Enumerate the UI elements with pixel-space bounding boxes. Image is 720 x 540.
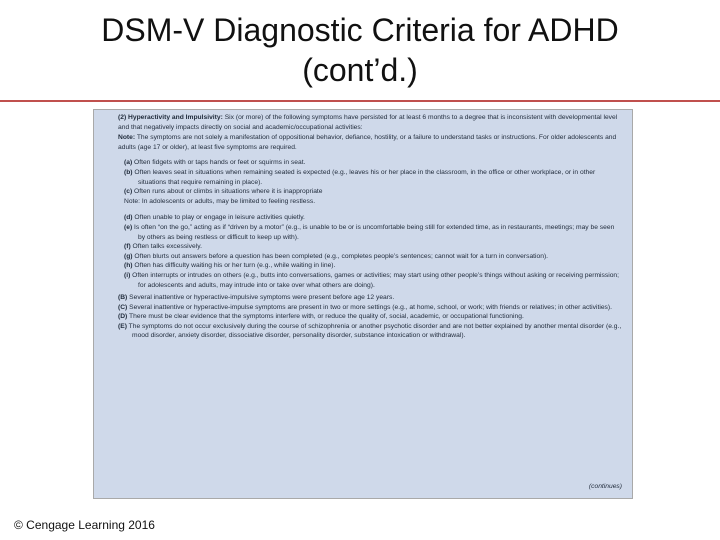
copyright-footer: © Cengage Learning 2016	[14, 518, 155, 532]
criterion-item: (D) There must be clear evidence that the symptoms interfere with, or reduce the quality of, social, academic, or occupational functioning.	[118, 313, 524, 321]
slide-title	[0, 10, 720, 90]
symptom-item: (a) Often fidgets with or taps hands or feet or squirms in seat.	[124, 159, 306, 167]
symptom-item: (g) Often blurts out answers before a question has been completed (e.g., completes people’s sentences; cannot wait for a turn in conversation).	[124, 252, 549, 260]
symptom-item: (h) Often has difficulty waiting his or her turn (e.g., while waiting in line).	[124, 262, 336, 270]
note-text: The symptoms are not solely a manifestation of oppositional behavior, defiance, hostility, or a failure to understand tasks or instructions. For older adolescents and adults (age 17 or older), at least five symptoms are required.	[118, 134, 617, 151]
criterion-item: (B) Several inattentive or hyperactive-impulsive symptoms were present before age 12 years.	[118, 294, 395, 302]
symptom-item: (f) Often talks excessively.	[124, 243, 202, 251]
criteria-panel	[94, 110, 632, 498]
criterion-2-heading: Hyperactivity and Impulsivity:	[128, 114, 223, 121]
criterion-2-number: (2)	[118, 114, 127, 121]
symptom-item: (i) Often interrupts or intrudes on others (e.g., butts into conversations, games or activities; may start using other people’s things without asking or receiving permission; for adolescents and adults, may intrude into or take over what others are doing).	[124, 271, 619, 289]
symptom-item: (d) Often unable to play or engage in leisure activities quietly.	[124, 214, 305, 222]
symptom-item: (c) Often runs about or climbs in situations where it is inappropriate	[124, 188, 323, 196]
symptom-item-note: Note: In adolescents or adults, may be limited to feeling restless.	[124, 197, 316, 205]
criterion-item: (E) The symptoms do not occur exclusively during the course of schizophrenia or another psychotic disorder and are not better explained by another mental disorder (e.g., mood disorder, anxiety disorder, dissociative disorder, personality disorder, substance intoxication or withdrawal).	[118, 322, 622, 340]
continues-label: (continues)	[588, 483, 622, 491]
note-label: Note:	[118, 134, 136, 142]
criterion-2-text: Six (or more) of the following symptoms have persisted for at least 6 months to a degree that is inconsistent with developmental level and that negatively impacts directly on social and academic/occupational activities:	[118, 114, 618, 131]
symptom-item: (b) Often leaves seat in situations when remaining seated is expected (e.g., leaves his or her place in the classroom, in the office or other workplace, or in other situations that require remaining in place).	[124, 168, 596, 186]
symptom-item: (e) Is often “on the go,” acting as if “driven by a motor” (e.g., is unable to be or is uncomfortable being still for extended time, as in restaurants, meetings; may be seen by others as being restless or difficult to keep up with).	[124, 223, 615, 241]
criterion-2-intro	[118, 113, 623, 132]
criteria-image	[93, 109, 633, 499]
criterion-item: (C) Several inattentive or hyperactive-impulse symptoms are present in two or more settings (e.g., at home, school, or work; with friends or relatives; in other activities).	[118, 303, 612, 311]
criterion-2-note	[118, 133, 623, 152]
slide-title-line-1: DSM-V Diagnostic Criteria for ADHD	[101, 12, 619, 48]
title-divider	[0, 100, 720, 102]
slide-title-line-2: (cont’d.)	[302, 52, 418, 88]
